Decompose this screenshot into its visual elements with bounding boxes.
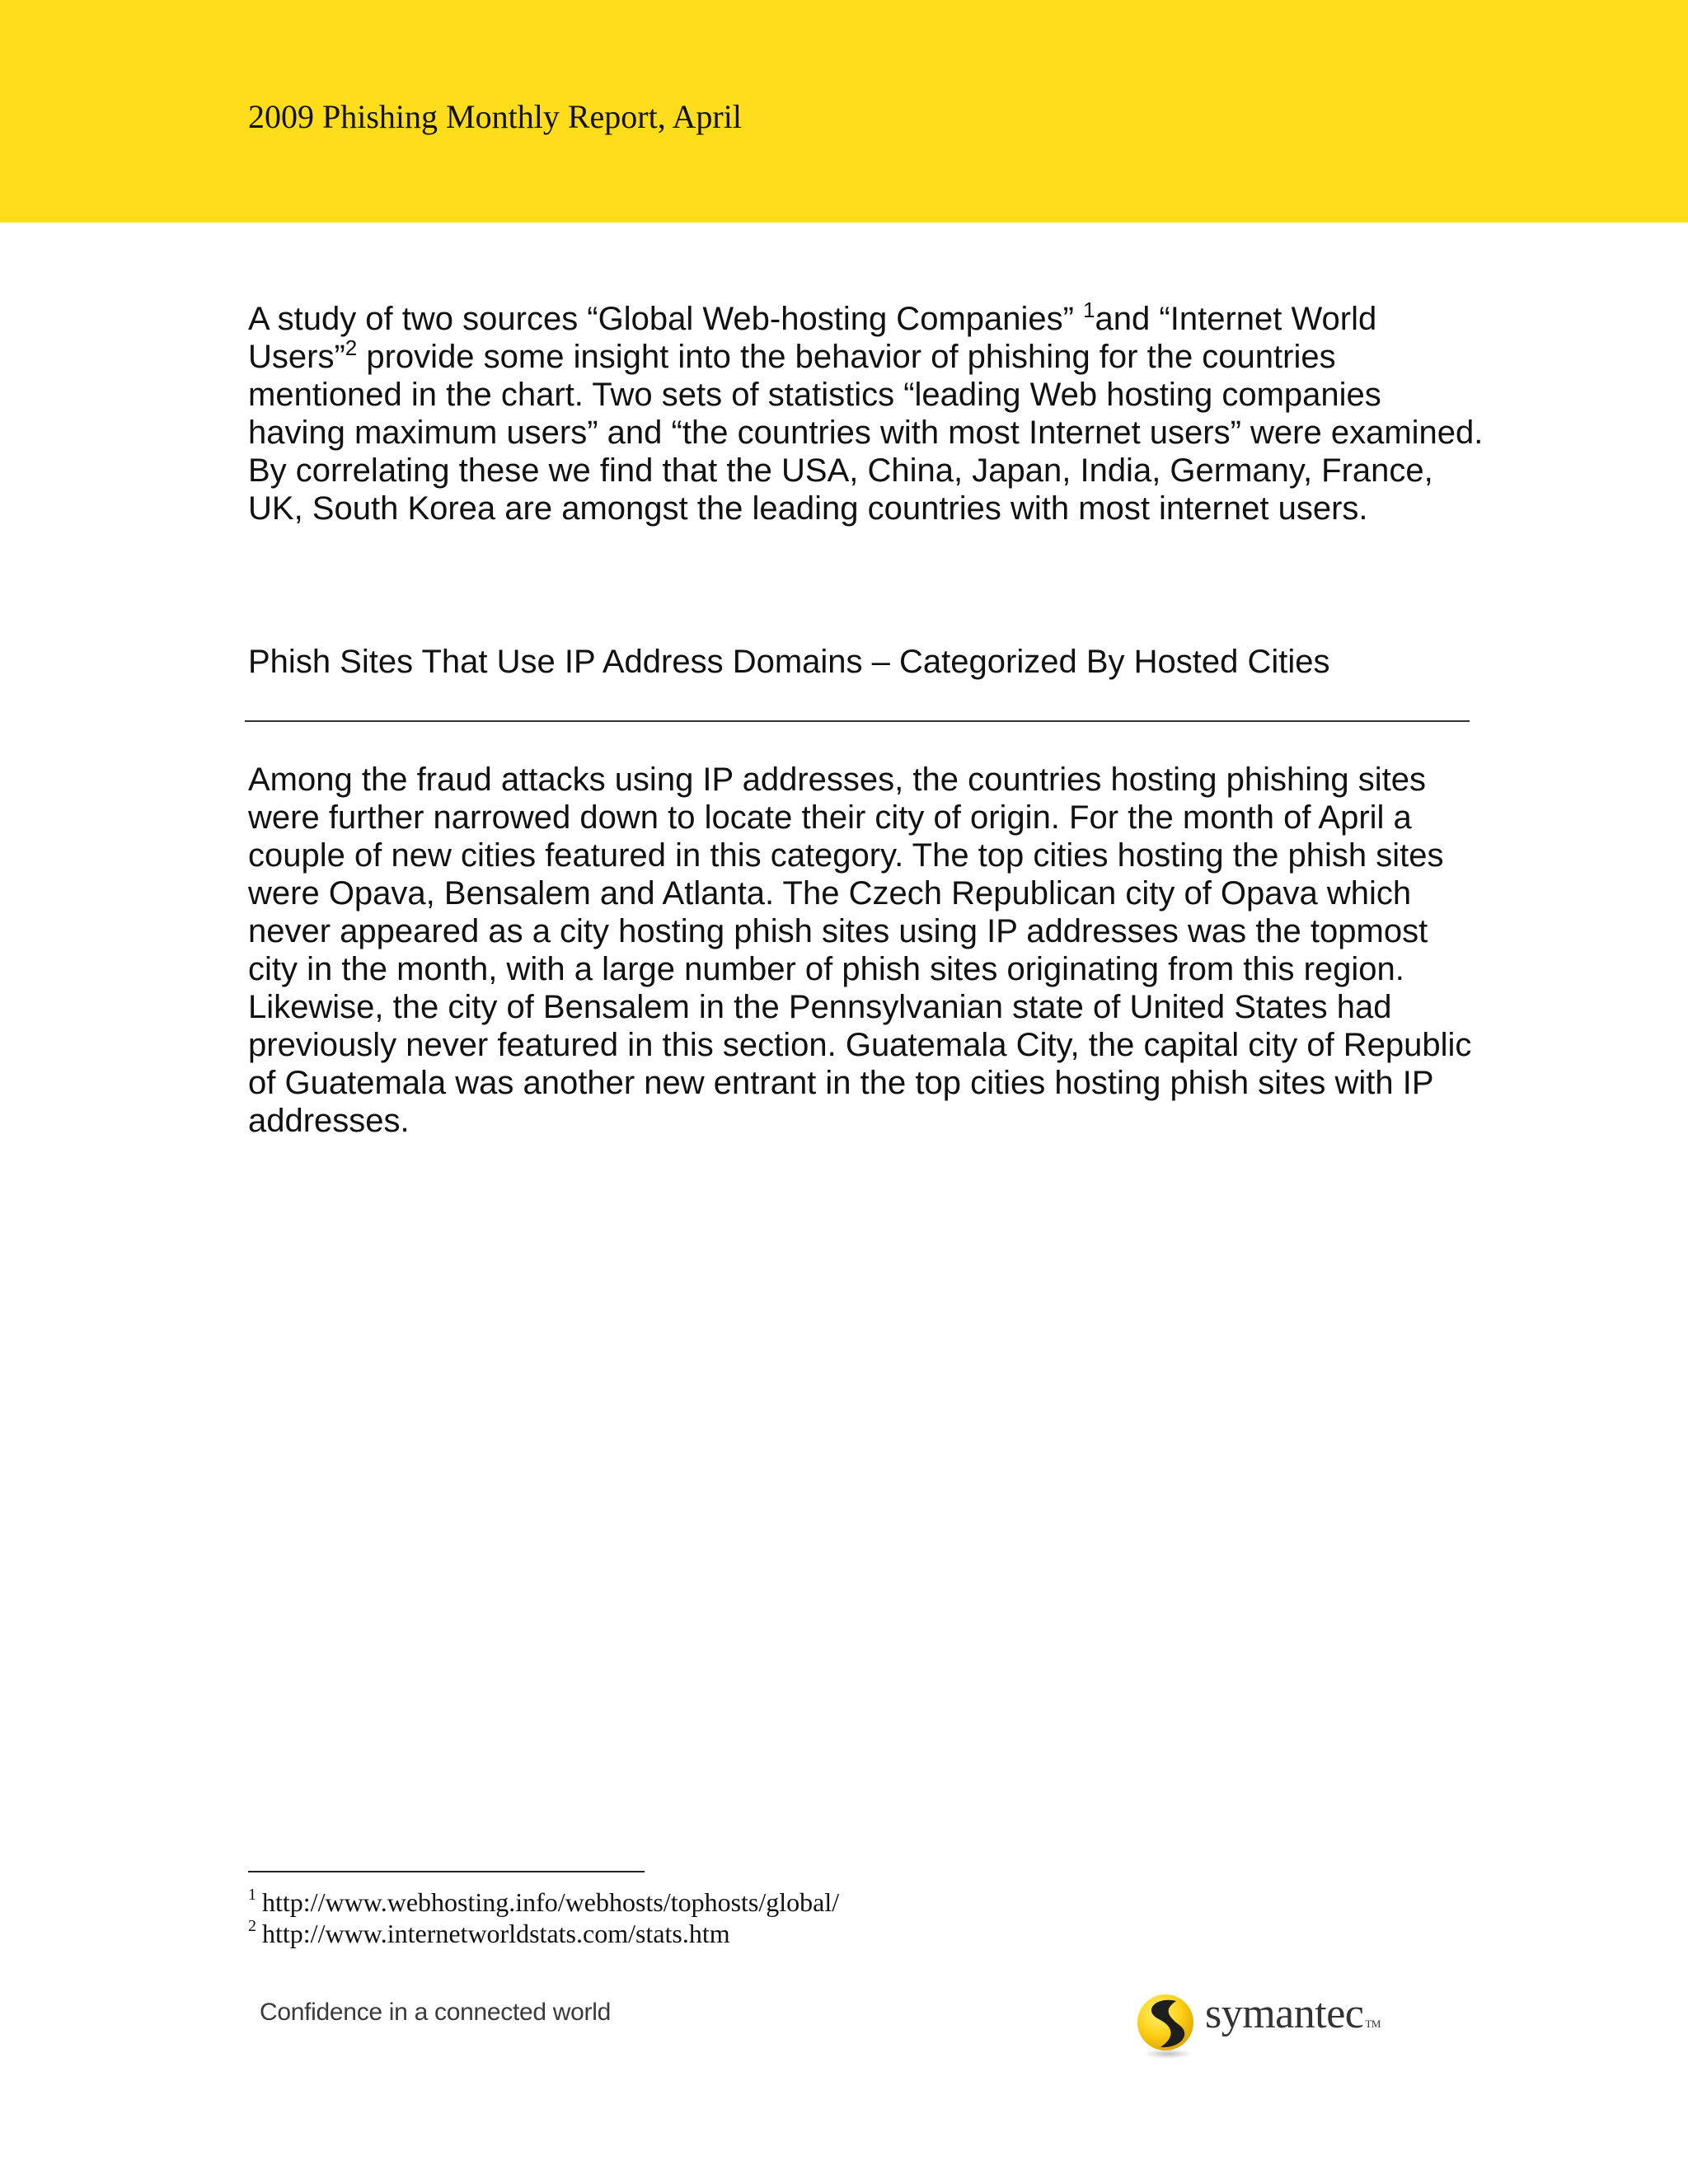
intro-text-part2: and “Internet World Users”	[248, 301, 1377, 375]
footnote-number-1: 1	[248, 1886, 256, 1904]
section-body-paragraph: Among the fraud attacks using IP addresses, the countries hosting phishing sites were further narrowed down to locate their city of origin. For the month of April a couple of new cities featured in this category. The top cities hosting the phish sites were Opava, Bensalem and Atlanta. The Czech Republican city of Opava which never appeared as a city hosting phish sites using IP addresses was the topmost city in the month, with a large number of phish sites originating from this region. Likewise, the city of Bensalem in the Pennsylvanian state of United States had previously never featured in this section. Guatemala City, the capital city of Republic of Guatemala was another new entrant in the top cities hosting phish sites with IP addresses.	[248, 762, 1472, 1139]
symantec-logo-icon	[1131, 1990, 1202, 2060]
trademark-mark: TM	[1365, 2018, 1381, 2030]
section-heading: Phish Sites That Use IP Address Domains – Categorized By Hosted Cities	[248, 644, 1330, 680]
footnote-ref-1: 1	[1083, 298, 1095, 322]
footnote-number-2: 2	[248, 1917, 256, 1935]
intro-paragraph	[248, 300, 1484, 527]
symantec-wordmark	[1205, 1990, 1381, 2038]
footnote-divider	[248, 1871, 645, 1872]
intro-text-part1: A study of two sources “Global Web-hosting Companies”	[248, 301, 1084, 337]
footnote-2	[248, 1919, 730, 1949]
footnote-1	[248, 1887, 839, 1918]
footnote-ref-2: 2	[345, 335, 358, 360]
footnote-link-1[interactable]: http://www.webhosting.info/webhosts/tophosts/global/	[262, 1887, 840, 1917]
report-title: 2009 Phishing Monthly Report, April	[248, 98, 742, 135]
section-divider	[245, 720, 1470, 722]
footer-tagline: Confidence in a connected world	[260, 1999, 611, 2026]
logo-text: symantec	[1205, 1990, 1364, 2037]
footnote-link-2[interactable]: http://www.internetworldstats.com/stats.htm	[262, 1919, 730, 1948]
intro-text-part3: provide some insight into the behavior of phishing for the countries mentioned in the chart. Two sets of statistics “leading Web hosting companies having maximum users” and “the countries with most Internet users” were examined. By correlating these we find that the USA, China, Japan, India, Germany, France, UK, South Korea are amongst the leading countries with most internet users.	[248, 339, 1484, 527]
